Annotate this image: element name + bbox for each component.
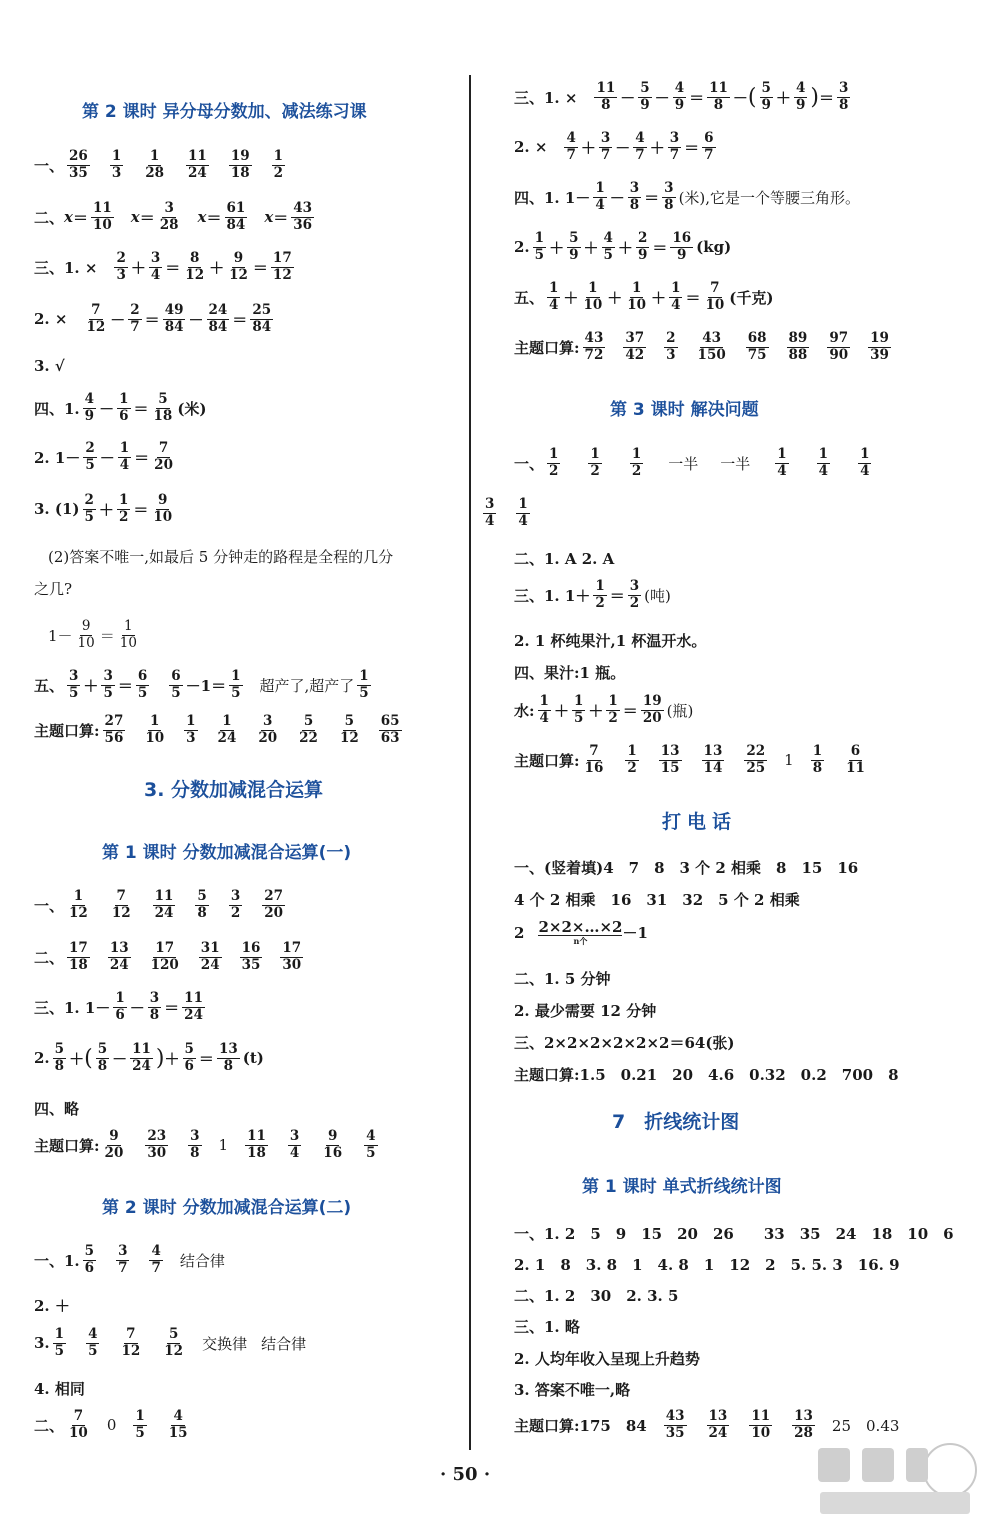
fraction: $\frac{1}{4}$ [860,446,870,479]
chart-answer-2: 二、1. 2 30 2. 3. 5 [514,1287,679,1305]
fraction: $\frac{3}{8}$ [149,990,160,1023]
fraction: $\frac{5}{12}$ [339,713,359,746]
phone-answer-3: 三、2×2×2×2×2×2＝64(张) [514,1034,735,1052]
answer-1: 一、 $\frac{26}{35}$ $\frac{1}{3}$ $\frac{1}{28}$ $\frac{11}{24}$ $\frac{19}{18}$ $\frac{1}{2}$ [34,150,288,180]
fraction: $\frac{3}{2}$ [629,578,640,611]
fraction: $\frac{1}{2}$ [627,743,637,776]
solve-answer-4-water: 水: $\frac{1}{4}$ ＋ $\frac{1}{5}$ ＋ $\frac{1}{2}$ ＝ $\frac{19}{20}$ (瓶) [514,693,694,726]
fraction: $\frac{11}{10}$ [751,1408,771,1441]
fraction: $\frac{1}{2}$ [595,578,605,611]
answer-4-3-note-1: (2)答案不唯一,如最后 5 分钟走的路程是全程的几分 [48,548,394,566]
fraction: $\frac{16}{35}$ [241,940,261,973]
fraction: $\frac{17}{12}$ [272,250,292,283]
fraction: $\frac{9}{12}$ [229,250,248,283]
fraction: $\frac{9}{10}$ [77,618,95,651]
chart-answer-3-1: 三、1. 略 [514,1318,580,1336]
answer-3-2: 2. × $\frac{7}{12}$ － $\frac{2}{7}$ ＝ $\frac{49}{84}$ － $\frac{24}{84}$ ＝ $\frac{25}{84}$ [34,302,272,335]
fraction: $\frac{4}{9}$ [84,391,95,424]
fraction: $\frac{5}{18}$ [153,391,173,424]
fraction: $\frac{16}{9}$ [672,230,692,263]
fraction: $\frac{13}{24}$ [109,940,129,973]
r-answer-4-2: 2. $\frac{1}{5}$ ＋ $\frac{5}{9}$ ＋ $\frac{4}{5}$ ＋ $\frac{2}{9}$ ＝ $\frac{16}{9}$ (kg) [514,230,732,263]
fraction: $\frac{3}{4}$ [289,1128,300,1161]
fraction: $\frac{4}{5}$ [366,1128,376,1161]
section-3-title: 3. 分数加减混合运算 [144,779,324,801]
mix1-answer-4: 四、略 [34,1100,80,1118]
fraction: $\frac{6}{5}$ [171,668,181,701]
fraction: $\frac{22}{25}$ [746,743,766,776]
fraction: $\frac{1}{2}$ [273,148,284,181]
fraction-list [64,150,288,180]
mental-math-6: 主题口算:175 84 $\frac{43}{35}$ $\frac{13}{24}$ $\frac{11}{10}$ $\frac{13}{28}$ 25 0.43 [514,1408,900,1441]
fraction: $\frac{1}{2}$ [118,492,129,525]
fraction: $\frac{4}{5}$ [88,1326,98,1359]
fraction: $\frac{1}{4}$ [539,693,549,726]
fraction: $\frac{13}{15}$ [660,743,680,776]
mix2-answer-1-4: 4. 相同 [34,1380,85,1398]
fraction: $\frac{49}{84}$ [164,302,184,335]
fraction: $\frac{5}{9}$ [640,80,650,113]
solve-answer-1-cont [480,498,533,528]
fraction: $\frac{89}{88}$ [788,330,808,363]
r-answer-4-1: 四、1. 1－ $\frac{1}{4}$ － $\frac{3}{8}$ ＝ $\frac{3}{8}$ (米),它是一个等腰三角形。 [514,180,861,213]
answer-5: 五、 $\frac{3}{5}$ ＋ $\frac{3}{5}$ ＝ $\frac{6}{5}$ $\frac{6}{5}$ －1＝ $\frac{1}{5}$ 超产了,超产了 $\frac{1}{5}$ [34,668,369,701]
fraction: $\frac{43}{150}$ [697,330,726,363]
fraction: $\frac{3}{20}$ [258,713,278,746]
fraction: $\frac{1}{5}$ [135,1408,145,1441]
fraction: $\frac{8}{12}$ [185,250,205,283]
solve-answer-2: 二、1. A 2. A [514,550,615,568]
answer-3-1: 三、1. × $\frac{2}{3}$ ＋ $\frac{3}{4}$ ＝ $\frac{8}{12}$ ＋ $\frac{9}{12}$ ＝ $\frac{17}{12}$ [34,250,292,283]
mental-math-3: 主题口算: $\frac{43}{72}$ $\frac{37}{42}$ $\frac{2}{3}$ $\frac{43}{150}$ $\frac{68}{75}$ $\frac{89}{88}$ $\frac{97}{90}$ $\frac{19}{39}$ [514,332,894,362]
fraction: $\frac{13}{14}$ [703,743,723,776]
fraction: $\frac{3}{7}$ [600,130,611,163]
fraction: $\frac{1}{4}$ [119,440,130,473]
fraction: $\frac{1}{5}$ [54,1326,65,1359]
fraction: $\frac{1}{4}$ [549,280,559,313]
fraction: $\frac{65}{63}$ [380,713,400,746]
fraction: $\frac{3}{7}$ [669,130,680,163]
fraction: $\frac{1}{4}$ [671,280,681,313]
lesson-2b-title: 第 2 课时 分数加减混合运算(二) [102,1198,352,1218]
solve-answer-4: 四、果汁:1 瓶。 [514,664,626,682]
fraction: $\frac{2}{9}$ [637,230,648,263]
fraction: $\frac{17}{18}$ [69,940,88,973]
fraction-list [50,1328,188,1358]
fraction: $\frac{7}{10}$ [705,280,725,313]
fraction: $\frac{1}{3}$ [186,713,196,746]
phone-answer-2-2: 2. 最少需要 12 分钟 [514,1002,657,1020]
fraction: $\frac{3}{28}$ [159,200,179,233]
fraction: $\frac{3}{7}$ [118,1243,128,1276]
answer-4-1: 四、1. $\frac{4}{9}$ － $\frac{1}{6}$ ＝ $\frac{5}{18}$ (米) [34,391,207,424]
mental-math-1: 主题口算: $\frac{27}{56}$ $\frac{1}{10}$ $\frac{1}{3}$ $\frac{1}{24}$ $\frac{3}{20}$ $\frac{5}{22}$ $\frac{5}{12}$ $\frac{65}{63}$ [34,715,405,745]
fraction: $\frac{13}{28}$ [794,1408,813,1441]
fraction: $\frac{1}{5}$ [573,693,584,726]
fraction: $\frac{7}{12}$ [121,1326,141,1359]
fraction-list [100,715,405,745]
fraction: $\frac{17}{120}$ [150,940,179,973]
fraction: $\frac{5}{6}$ [184,1041,194,1074]
solve-answer-3-1: 三、1. 1＋ $\frac{1}{2}$ ＝ $\frac{3}{2}$ (吨) [514,578,671,611]
fraction: $\frac{1}{4}$ [518,496,528,529]
fraction: $\frac{3}{8}$ [838,80,849,113]
fraction: $\frac{27}{56}$ [104,713,124,746]
fraction: $\frac{2}{5}$ [84,492,94,525]
fraction: $\frac{13}{8}$ [218,1041,238,1074]
fraction: $\frac{2}{3}$ [666,330,676,363]
fraction: $\frac{24}{84}$ [208,302,228,335]
fraction: $\frac{11}{8}$ [596,80,616,113]
fraction: $\frac{5}{8}$ [54,1041,65,1074]
mental-math-2: 主题口算: $\frac{9}{20}$ $\frac{23}{30}$ $\frac{3}{8}$ 1 $\frac{11}{18}$ $\frac{3}{4}$ $\frac{9}{16}$ $\frac{4}{5}$ [34,1128,376,1161]
fraction: $\frac{5}{9}$ [569,230,579,263]
mix1-answer-3-2: 2. $\frac{5}{8}$ ＋ ( $\frac{5}{8}$ － $\frac{11}{24}$ ) ＋ $\frac{5}{6}$ ＝ $\frac{13}{8}$ (t) [34,1041,264,1074]
fraction: $\frac{23}{30}$ [147,1128,167,1161]
fraction: $\frac{37}{42}$ [625,330,645,363]
fraction: $\frac{1}{10}$ [627,280,647,313]
fraction: $\frac{25}{84}$ [252,302,272,335]
fraction: $\frac{31}{24}$ [200,940,220,973]
fraction: $\frac{4}{15}$ [168,1408,188,1441]
fraction: $\frac{1}{10}$ [119,618,137,651]
fraction: $\frac{4}{5}$ [603,230,613,263]
phone-answer-1-line2: 4 个 2 相乘 16 31 32 5 个 2 相乘 [514,891,800,909]
fraction: $\frac{5}{8}$ [197,888,207,921]
fraction: $\frac{4}{7}$ [566,130,576,163]
fraction: $\frac{43}{36}$ [293,200,313,233]
mix1-answer-2: 二、 $\frac{17}{18}$ $\frac{13}{24}$ $\frac{17}{120}$ $\frac{31}{24}$ $\frac{16}{35}$ $\frac{17}{30}$ [34,942,306,972]
fraction: $\frac{13}{24}$ [708,1408,728,1441]
fraction: $\frac{1}{4}$ [777,446,787,479]
answer-4-2: 2. 1－ $\frac{2}{5}$ － $\frac{1}{4}$ ＝ $\frac{7}{20}$ [34,440,173,473]
fraction: $\frac{3}{4}$ [485,496,495,529]
fraction: $\frac{4}{7}$ [151,1243,161,1276]
fraction: $\frac{9}{16}$ [323,1128,343,1161]
fraction: $\frac{7}{10}$ [69,1408,88,1441]
brace-expression: 2×2×…×2 n个 [538,918,623,946]
fraction: $\frac{1}{5}$ [231,668,241,701]
fraction: $\frac{11}{24}$ [184,990,203,1023]
fraction: $\frac{7}{12}$ [111,888,131,921]
fraction-list [64,942,306,972]
fraction: $\frac{1}{8}$ [812,743,823,776]
fraction: $\frac{5}{9}$ [761,80,771,113]
fraction: $\frac{3}{8}$ [664,180,674,213]
section-7-title: 7 折线统计图 [612,1111,740,1133]
fraction: $\frac{1}{24}$ [217,713,237,746]
phone-answer-1-line3: 2 2×2×…×2 n个 －1 [514,918,648,946]
fraction: $\frac{3}{5}$ [103,668,113,701]
answer-4-3: 3. (1) $\frac{2}{5}$ ＋ $\frac{1}{2}$ ＝ $\frac{9}{10}$ [34,492,173,525]
fraction: $\frac{7}{12}$ [86,302,106,335]
fraction: $\frac{1}{3}$ [111,148,122,181]
fraction: $\frac{68}{75}$ [747,330,767,363]
answer-2: 二、 x ＝ $\frac{11}{10}$ x ＝ $\frac{3}{28}$ x ＝ $\frac{61}{84}$ x ＝ $\frac{43}{36}$ [34,200,313,233]
fraction: $\frac{11}{24}$ [188,148,207,181]
fraction: $\frac{7}{20}$ [154,440,173,473]
fraction: $\frac{1}{2}$ [590,446,600,479]
fraction: $\frac{11}{8}$ [709,80,728,113]
chart-answer-1-2: 2. 1 8 3. 8 1 4. 8 1 12 2 5. 5. 3 16. 9 [514,1256,900,1274]
mix2-answer-1-1: 一、1. $\frac{5}{6}$ $\frac{3}{7}$ $\frac{4}{7}$ 结合律 [34,1243,225,1276]
fraction: $\frac{1}{2}$ [631,446,642,479]
column-divider [469,75,471,1450]
fraction: $\frac{1}{10}$ [583,280,603,313]
fraction: $\frac{1}{2}$ [549,446,559,479]
fraction: $\frac{7}{16}$ [584,743,604,776]
phone-answer-1-line1: 一、(竖着填)4 7 8 3 个 2 相乘 8 15 16 [514,859,859,877]
fraction: $\frac{19}{39}$ [870,330,889,363]
fraction: $\frac{11}{24}$ [154,888,174,921]
chart-answer-1-1: 一、1. 2 5 9 15 20 26 33 35 24 18 10 6 [514,1225,954,1243]
solve-answer-3-2: 2. 1 杯纯果汁,1 杯温开水。 [514,632,707,650]
mix2-answer-2: 二、 $\frac{7}{10}$ 0 $\frac{1}{5}$ $\frac{4}{15}$ [34,1408,188,1441]
chart-answer-3-2: 2. 人均年收入呈现上升趋势 [514,1350,700,1368]
fraction: $\frac{3}{4}$ [150,250,161,283]
fraction: $\frac{43}{35}$ [665,1408,685,1441]
fraction: $\frac{4}{7}$ [635,130,645,163]
fraction: $\frac{5}{8}$ [97,1041,108,1074]
fraction: $\frac{11}{10}$ [92,200,112,233]
mix1-answer-1: 一、 $\frac{1}{12}$ $\frac{7}{12}$ $\frac{11}{24}$ $\frac{5}{8}$ $\frac{3}{2}$ $\frac{27}{20}$ [34,890,288,920]
fraction: $\frac{11}{24}$ [132,1041,151,1074]
fraction: $\frac{1}{12}$ [69,888,88,921]
mix1-answer-3-1: 三、1. 1－ $\frac{1}{6}$ － $\frac{3}{8}$ ＝ $\frac{11}{24}$ [34,990,203,1023]
fraction: $\frac{1}{5}$ [534,230,545,263]
fraction: $\frac{9}{20}$ [104,1128,124,1161]
answer-4-3-note-2: 之几? [34,580,73,598]
mix2-answer-1-2: 2. ＋ [34,1297,70,1315]
fraction: $\frac{3}{8}$ [190,1128,200,1161]
fraction: $\frac{9}{10}$ [153,492,173,525]
fraction: $\frac{97}{90}$ [829,330,849,363]
fraction-list [64,890,288,920]
lesson-7-1-title: 第 1 课时 单式折线统计图 [582,1177,782,1197]
page-number: · 50 · [440,1464,491,1485]
fraction: $\frac{5}{22}$ [299,713,318,746]
fraction: $\frac{1}{4}$ [818,446,829,479]
fraction: $\frac{2}{3}$ [116,250,126,283]
fraction: $\frac{17}{30}$ [282,940,302,973]
phone-title: 打电话 [662,811,738,833]
fraction: $\frac{5}{12}$ [164,1326,184,1359]
fraction-list [580,332,894,362]
fraction: $\frac{43}{72}$ [584,330,604,363]
mix2-answer-1-3: 3. $\frac{1}{5}$ $\frac{4}{5}$ $\frac{7}{12}$ $\frac{5}{12}$ 交换律 结合律 [34,1326,307,1359]
mental-math-4: 主题口算: $\frac{7}{16}$ $\frac{1}{2}$ $\frac{13}{15}$ $\frac{13}{14}$ $\frac{22}{25}$ 1 $\frac{1}{8}$ $\frac{6}{11}$ [514,743,865,776]
fraction: $\frac{1}{2}$ [608,693,618,726]
fraction: $\frac{3}{5}$ [69,668,79,701]
chart-answer-3-3: 3. 答案不唯一,略 [514,1381,631,1399]
fraction: $\frac{5}{6}$ [84,1243,95,1276]
fraction: $\frac{1}{6}$ [119,391,129,424]
answer-3-3: 3. √ [34,357,65,375]
fraction: $\frac{26}{35}$ [69,148,88,181]
mental-math-5: 主题口算:1.5 0.21 20 4.6 0.32 0.2 700 8 [514,1066,899,1084]
fraction: $\frac{2}{7}$ [130,302,140,335]
watermark-logo [800,1438,990,1523]
fraction: $\frac{11}{18}$ [247,1128,266,1161]
fraction: $\frac{3}{2}$ [230,888,241,921]
answer-4-3-expr: 1－ $\frac{9}{10}$ ＝ $\frac{1}{10}$ [48,618,137,651]
fraction: $\frac{1}{28}$ [145,148,165,181]
solve-answer-1: 一、 $\frac{1}{2}$ $\frac{1}{2}$ $\frac{1}{2}$ 一半 一半 $\frac{1}{4}$ $\frac{1}{4}$ $\frac{1}{4}$ [514,446,870,479]
fraction: $\frac{4}{9}$ [674,80,685,113]
fraction: $\frac{6}{11}$ [846,743,865,776]
r-answer-3-2: 2. × $\frac{4}{7}$ ＋ $\frac{3}{7}$ － $\frac{4}{7}$ ＋ $\frac{3}{7}$ ＝ $\frac{6}{7}$ [514,130,714,163]
fraction: $\frac{19}{18}$ [230,148,250,181]
fraction: $\frac{4}{9}$ [795,80,806,113]
lesson-1-title: 第 1 课时 分数加减混合运算(一) [102,843,352,863]
fraction-list [80,1245,166,1275]
fraction: $\frac{2}{5}$ [85,440,95,473]
fraction-list [480,498,533,528]
fraction: $\frac{6}{7}$ [704,130,714,163]
fraction: $\frac{3}{8}$ [629,180,640,213]
fraction: $\frac{1}{6}$ [115,990,125,1023]
lesson-2-title: 第 2 课时 异分母分数加、减法练习课 [82,102,367,122]
fraction: $\frac{6}{5}$ [137,668,148,701]
r-answer-5: 五、 $\frac{1}{4}$ ＋ $\frac{1}{10}$ ＋ $\frac{1}{10}$ ＋ $\frac{1}{4}$ ＝ $\frac{7}{10}$ (千克) [514,280,774,313]
r-answer-3-1: 三、1. × $\frac{11}{8}$ － $\frac{5}{9}$ － $\frac{4}{9}$ ＝ $\frac{11}{8}$ － ( $\frac{5}{9}$ ＋ $\frac{4}{9}$ ) ＝ $\frac{3}{8}$ [514,80,849,113]
fraction: $\frac{1}{10}$ [145,713,165,746]
fraction: $\frac{1}{4}$ [595,180,605,213]
phone-answer-2-1: 二、1. 5 分钟 [514,970,611,988]
lesson-3-title: 第 3 课时 解决问题 [610,400,759,420]
fraction: $\frac{61}{84}$ [226,200,246,233]
fraction: $\frac{27}{20}$ [264,888,284,921]
fraction: $\frac{19}{20}$ [642,693,662,726]
fraction: $\frac{1}{5}$ [359,668,369,701]
